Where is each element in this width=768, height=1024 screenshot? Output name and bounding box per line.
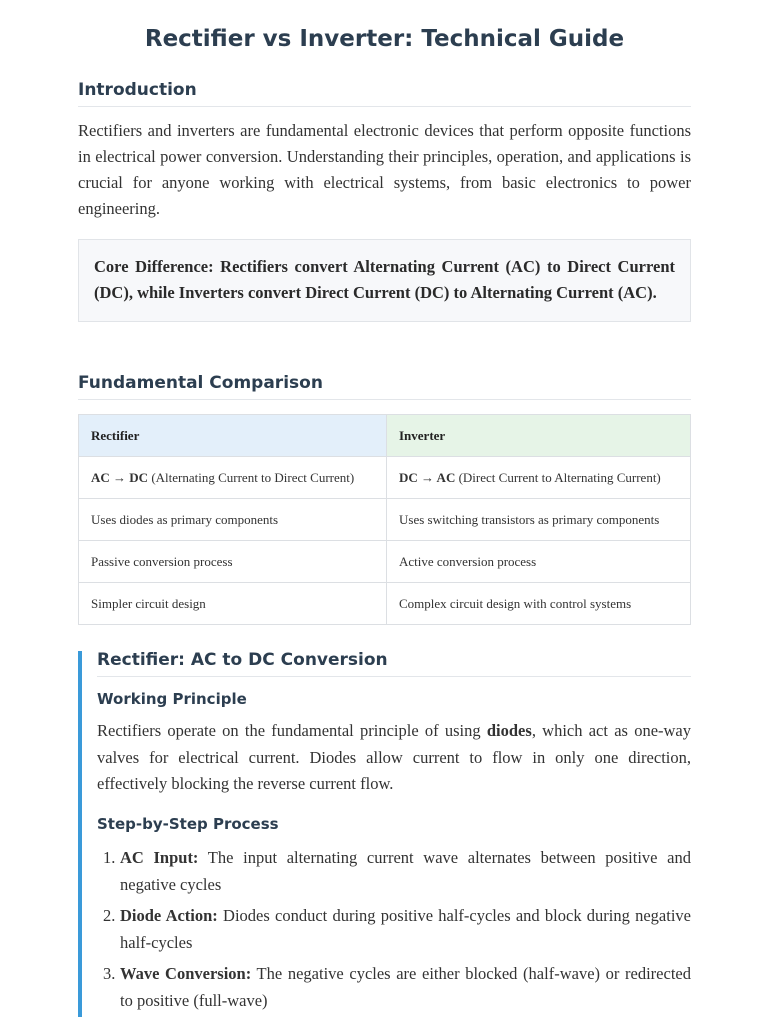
step-label: Diode Action: [120,906,218,925]
steps-list [97,845,691,1019]
table-cell [387,499,691,541]
table-row [79,499,691,541]
principle-text-part: , which act as one-way valves for electrical current. Diodes allow current to flow in only one direction, effectively blocking the reverse current flow. [97,721,691,793]
step-text: The input alternating current wave alternates between positive and negative cycles [120,848,691,894]
rectifier-heading: Rectifier: AC to DC Conversion [97,649,691,677]
principle-bold-diodes: diodes [486,721,532,740]
principle-text-part: Rectifiers operate on the fundamental principle of using [97,721,487,740]
steps-heading: Step-by-Step Process [97,815,279,833]
list-item [97,903,691,956]
page-title: Rectifier vs Inverter: Technical Guide [144,26,625,52]
step-number: 3. [103,964,116,983]
working-principle-heading: Working Principle [97,690,247,708]
step-label: Wave Conversion: [120,964,252,983]
cell-text: Active conversion process [399,553,537,569]
cell-text: Uses switching transistors as primary components [399,511,660,527]
step-number: 1. [103,848,116,867]
rectifier-section-accent-bar [78,651,82,1017]
cell-text: (Alternating Current to Direct Current) [148,469,355,485]
list-item [97,845,691,898]
list-item [97,961,691,1014]
table-cell [387,541,691,583]
step-text: The negative cycles are either blocked (half-wave) or redirected to positive (full-wave) [120,964,691,1010]
table-header-inverter: Inverter [387,415,691,457]
cell-bold-text: AC → DC [91,469,149,485]
table-cell [387,457,691,499]
core-difference-callout: Core Difference: Rectifiers convert Alternating Current (AC) to Direct Current (DC), while Inverters convert Direct Current (DC) to Alternating Current (AC). [78,239,691,322]
cell-bold-text: DC → AC [399,469,456,485]
step-text: Diodes conduct during positive half-cycles and block during negative half-cycles [120,906,691,952]
cell-text: Simpler circuit design [91,595,206,611]
working-principle-text [97,718,691,798]
cell-text: Uses diodes as primary components [91,511,279,527]
table-row [79,457,691,499]
table-row [79,541,691,583]
introduction-heading: Introduction [78,79,691,107]
table-cell [79,457,387,499]
comparison-table [78,414,691,625]
table-cell [387,583,691,625]
table-cell [79,499,387,541]
table-cell [79,541,387,583]
table-cell [79,583,387,625]
table-row [79,583,691,625]
introduction-text: Rectifiers and inverters are fundamental electronic devices that perform opposite functions in electrical power conversion. Understanding their principles, operation, and applications is crucial for anyone working with electrical systems, from basic electronics to power engineering. [78,121,691,218]
comparison-heading: Fundamental Comparison [78,372,691,400]
cell-text: (Direct Current to Alternating Current) [455,469,661,485]
step-label: AC Input: [120,848,199,867]
step-number: 2. [103,906,116,925]
table-header-rectifier: Rectifier [79,415,387,457]
table-header-row [79,415,691,457]
cell-text: Passive conversion process [91,553,233,569]
cell-text: Complex circuit design with control systems [399,595,632,611]
